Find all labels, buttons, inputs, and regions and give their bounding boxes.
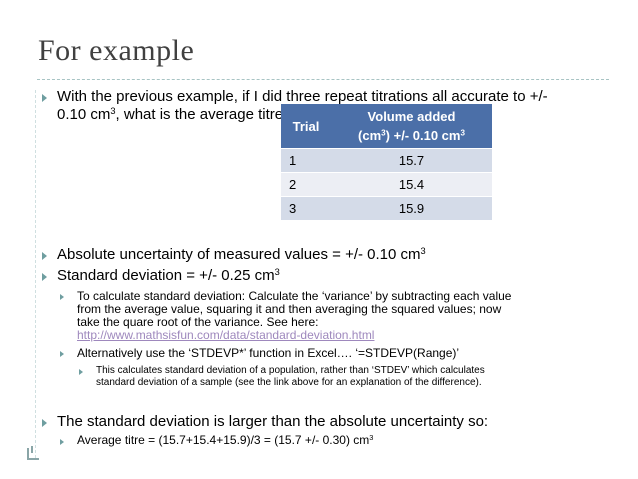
slide-title: For example <box>38 34 195 67</box>
sub-sub-bullet-arrow-icon <box>79 369 83 375</box>
sub-bullet-arrow-icon <box>60 439 64 445</box>
bullet-question-line1: With the previous example, if I did three repeat titrations all accurate to +/- <box>57 88 548 105</box>
header-volume: Volume added $(cm^3)$ +/- 0.10 $cm^3$ <box>358 109 465 143</box>
cell-volume: 15.4 <box>331 173 492 197</box>
sub-bullet-variance-line2: from the average value, squaring it and then averaging the squared values; now <box>77 302 502 316</box>
population-note-line2: standard deviation of a sample (see the link above for an explanation of the difference). <box>96 377 482 388</box>
mathsisfun-link[interactable]: http://www.mathsisfun.com/data/standard-deviation.html <box>77 328 375 342</box>
cell-trial: 1 <box>281 149 331 173</box>
sub-bullet-variance-line3: take the quare root of the variance. See here: <box>77 315 319 329</box>
cell-trial: 2 <box>281 173 331 197</box>
sub-bullet-stdevp: Alternatively use the ‘STDEVP*’ function in Excel…. ‘=STDEVP(Range)’ <box>77 346 460 360</box>
left-margin-guide <box>35 90 36 458</box>
bullet-absolute-uncertainty: Absolute uncertainty of measured values = +/- 0.10 $cm^3$ <box>57 245 426 263</box>
cell-volume: 15.7 <box>331 149 492 173</box>
sub-bullet-variance-line1: To calculate standard deviation: Calculate the ‘variance’ by subtracting each value <box>77 289 512 303</box>
table-row <box>281 197 492 221</box>
bullet-arrow-icon <box>42 419 47 427</box>
cell-volume: 15.9 <box>331 197 492 221</box>
table-row <box>281 173 492 197</box>
sub-bullet-arrow-icon <box>60 351 64 357</box>
table-header-row <box>281 104 492 149</box>
title-divider <box>37 79 609 80</box>
titration-table <box>281 104 492 220</box>
bullet-question-line2: 0.10 $cm^3$, what is the average titre? <box>57 105 292 123</box>
corner-ornament <box>27 448 39 460</box>
table-row <box>281 149 492 173</box>
bullet-arrow-icon <box>42 273 47 281</box>
sub-bullet-arrow-icon <box>60 294 64 300</box>
population-note-line1: This calculates standard deviation of a population, rather than ‘STDEV’ which calculates <box>96 365 485 376</box>
bullet-arrow-icon <box>42 252 47 260</box>
link-wrapper <box>77 329 374 342</box>
header-trial: Trial <box>292 118 320 134</box>
sub-bullet-average-titre: Average titre = (15.7+15.4+15.9)/3 = (15.7 +/- 0.30) $cm^3$ <box>77 432 374 447</box>
bullet-arrow-icon <box>42 94 47 102</box>
cell-trial: 3 <box>281 197 331 221</box>
bullet-standard-deviation: Standard deviation = +/- 0.25 $cm^3$ <box>57 266 280 284</box>
bullet-conclusion: The standard deviation is larger than the absolute uncertainty so: <box>57 413 489 430</box>
